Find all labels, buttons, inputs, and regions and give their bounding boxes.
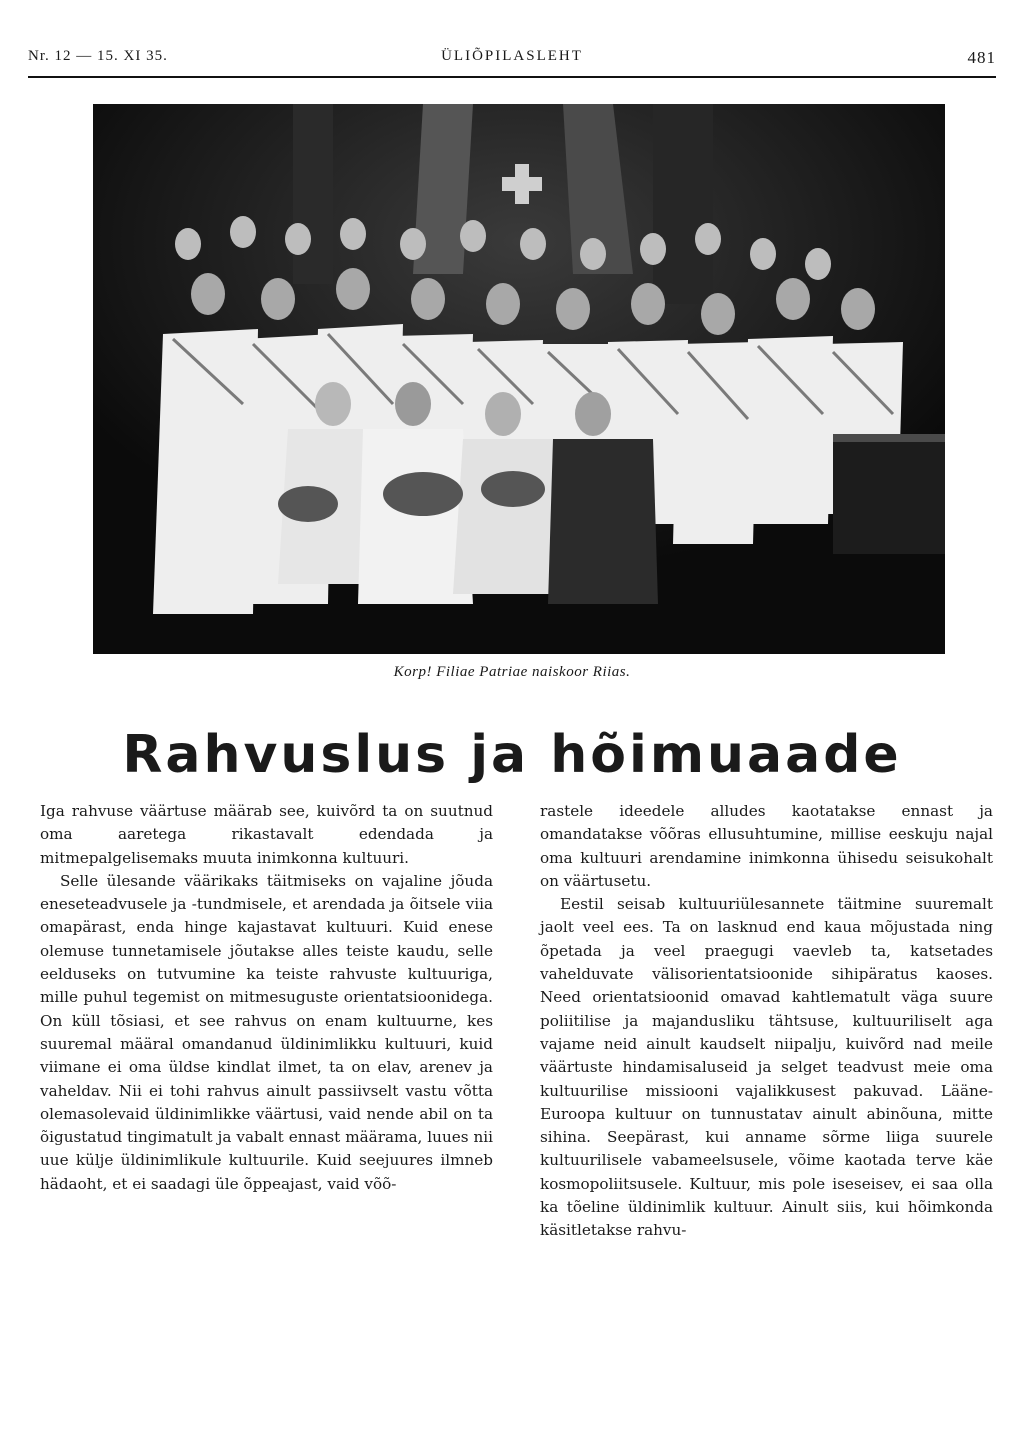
paragraph: Iga rahvuse väärtuse määrab see, kuivõrd ta on suutnud oma aaretega rikastavalt edendada ja mitmepalgelisemaks muuta inimkonna kultuuri.: [40, 802, 493, 867]
publication-title: ÜLIÕPILASLEHT: [441, 48, 583, 64]
paragraph: Eestil seisab kultuuriülesannete täitmine suuremalt jaolt veel ees. Ta on lasknud end kaua mõjustada ning õpetada ja veel praegugi vaevleb ta, katsetades vahelduvate välisorientatsioonide sihipäratus kaoses. Need orientatsioonid omavad kahtlematult väga suure poliitilise ja majandusliku tähtsuse, kultuuriliselt aga vajame neid ainult kaudselt niipalju, kuivõrd nad meile väärtuste hindamisaluseid ja selget teadvust meie oma kultuurilise missiooni vajalikkusest pakuvad. Lääne-Euroopa kultuur on tunnustatav ainult abinõuna, mitte sihina. Seepärast, kui anname sõrme liiga suurele kultuurilisele vabameelsusele, võime kaotada terve käe kosmopoliitsusele. Kultuur, mis pole iseseisev, ei saa olla ka tõeline üldinimlik kultuur. Ainult siis, kui hõimkonda käsitletakse rahvu-: [540, 895, 993, 1240]
article-left-column: [40, 800, 493, 1196]
paragraph: rastele ideedele alludes kaotatakse ennast ja omandatakse võõras ellusuhtumine, millise eeskuju najal oma kultuuri arendamine inimkonna ühisedu seisukohalt on väärtusetu.: [540, 802, 993, 890]
paragraph: Selle ülesande väärikaks täitmiseks on vajaline jõuda eneseteadvusele ja -tundmisele, et arendada ja õitsele viia omapärast, enda hinge kajastavat kultuuri. Kuid enese olemuse tunnetamisele jõutakse alles teiste kaudu, selle eelduseks on tutvumine ka teiste rahvuste kultuuriga, mille puhul tegemist on mitmesuguste orientatsioonidega. On küll tõsiasi, et see rahvus on enam kultuurne, kes suuremal määral omandanud üldinimlikku kultuuri, kuid viimane ei oma üldse kindlat ilmet, ta on elav, arenev ja vaheldav. Nii ei tohi rahvus ainult passiivselt vastu võtta olemasolevaid üldinimlikke väärtusi, vaid nende abil on ta õigustatud tingimatult ja vabalt ennast määrama, luues nii uue külje üldinimlikule kultuurile. Kuid seejuures ilmneb hädaoht, et ei saadagi üle õppeajast, vaid võõ-: [40, 871, 493, 1193]
photo-illustration: [93, 104, 945, 654]
choir-photograph: [93, 104, 945, 654]
issue-number: Nr. 12 — 15. XI 35.: [28, 48, 168, 64]
page-number: 481: [967, 48, 996, 67]
page-header: [28, 48, 996, 76]
article-title: Rahvuslus ja hõimuaade: [122, 725, 902, 785]
article-right-column: [540, 800, 993, 1243]
photo-caption: Korp! Filiae Patriae naiskoor Riias.: [393, 664, 631, 680]
header-rule: [28, 76, 996, 78]
